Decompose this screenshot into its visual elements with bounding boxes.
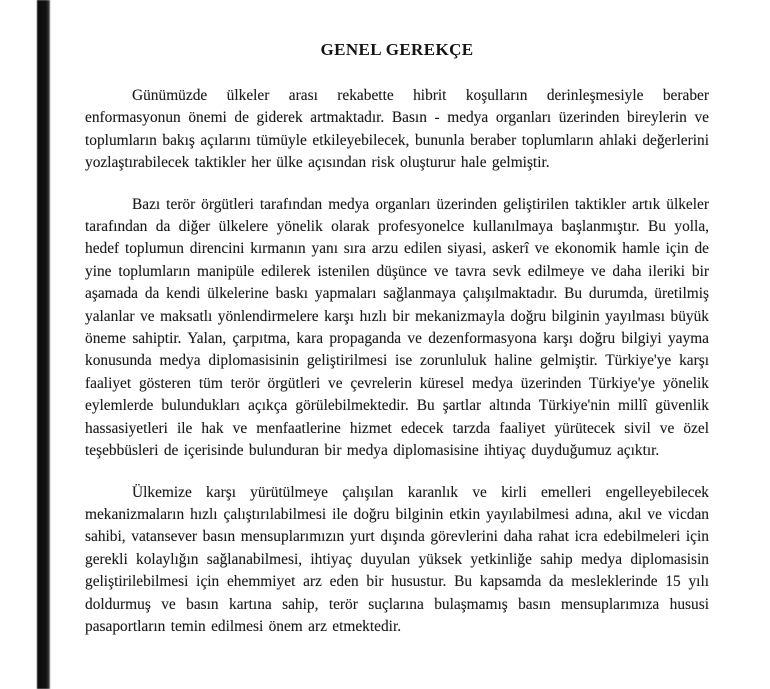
scan-edge-artifact — [37, 0, 50, 689]
paragraph-3: Ülkemize karşı yürütülmeye çalışılan karanlık ve kirli emelleri engelleyebilecek mekanizmaların hızlı çalıştırılabilmesi ile doğru bilginin etkin yayılabilmesi adına, akıl ve vicdan sahibi, vatansever basın mensuplarımızın yurt dışında görevlerini daha rahat icra edebilmeleri için gerekli kolaylığın sağlanabilmesi, ihtiyaç duyulan yüksek yetkinliğe sahip medya diplomasisin geliştirilebilmesi için ehemmiyet arz eden bir husustur. Bu kapsamda da mesleklerinde 15 yılı doldurmuş ve basın kartına sahip, terör suçlarına bulaşmamış basın mensuplarımıza hususi pasaportların temin edilmesi önem arz etmektedir. — [85, 483, 709, 635]
document-body — [85, 0, 709, 657]
paragraph-2: Bazı terör örgütleri tarafından medya organları üzerinden geliştirilen taktikler artık ülkeler tarafından da diğer ülkelere yönelik olarak profesyonelce kullanılmaya başlanmıştır. Bu yolla, hedef toplumun direncini kırmanın yanı sıra arzu edilen siyasi, askerî ve ekonomik hamle için de yine toplumların manipüle edilerek istenilen düşünce ve tavra sevk edilmeye ve daha ileriki bir aşamada da kendi ülkelerine baskı yapmaları sağlanmaya çalışılmaktadır. Bu durumda, üretilmiş yalanlar ve maksatlı yönlendirmelere karşı hızlı bir mekanizmayla doğru bilginin yayılması büyük öneme sahiptir. Yalan, çarpıtma, kara propaganda ve dezenformasyona karşı doğru bilgiyi yayma konusunda medya diplomasisinin geliştirilmesi ise zorunluluk haline gelmiştir. Türkiye'ye karşı faaliyet gösteren tüm terör örgütleri ve çevrelerin küresel medya üzerinden Türkiye'ye yönelik eylemlerde bulundukları açıkça görülebilmektedir. Bu şartlar altında Türkiye'nin millî güvenlik hassasiyetleri ile hak ve menfaatlerine hizmet edecek tarzda faaliyet yürütecek sivil ve özel teşebbüsleri de içerisinde bulunduran bir medya diplomasisine ihtiyaç duyduğumuz açıktır. — [85, 195, 709, 460]
paragraph-1: Günümüzde ülkeler arası rekabette hibrit koşulların derinleşmesiyle beraber enformasyonun önemi de giderek artmaktadır. Basın - medya organları üzerinden bireylerin ve toplumların bakış açılarını tümüyle etkileyebilecek, bununla beraber toplumların ahlaki değerlerini yozlaştırabilecek taktikler her ülke açısından risk oluşturur hale gelmiştir. — [85, 87, 709, 172]
document-title: GENEL GEREKÇE — [320, 40, 474, 59]
